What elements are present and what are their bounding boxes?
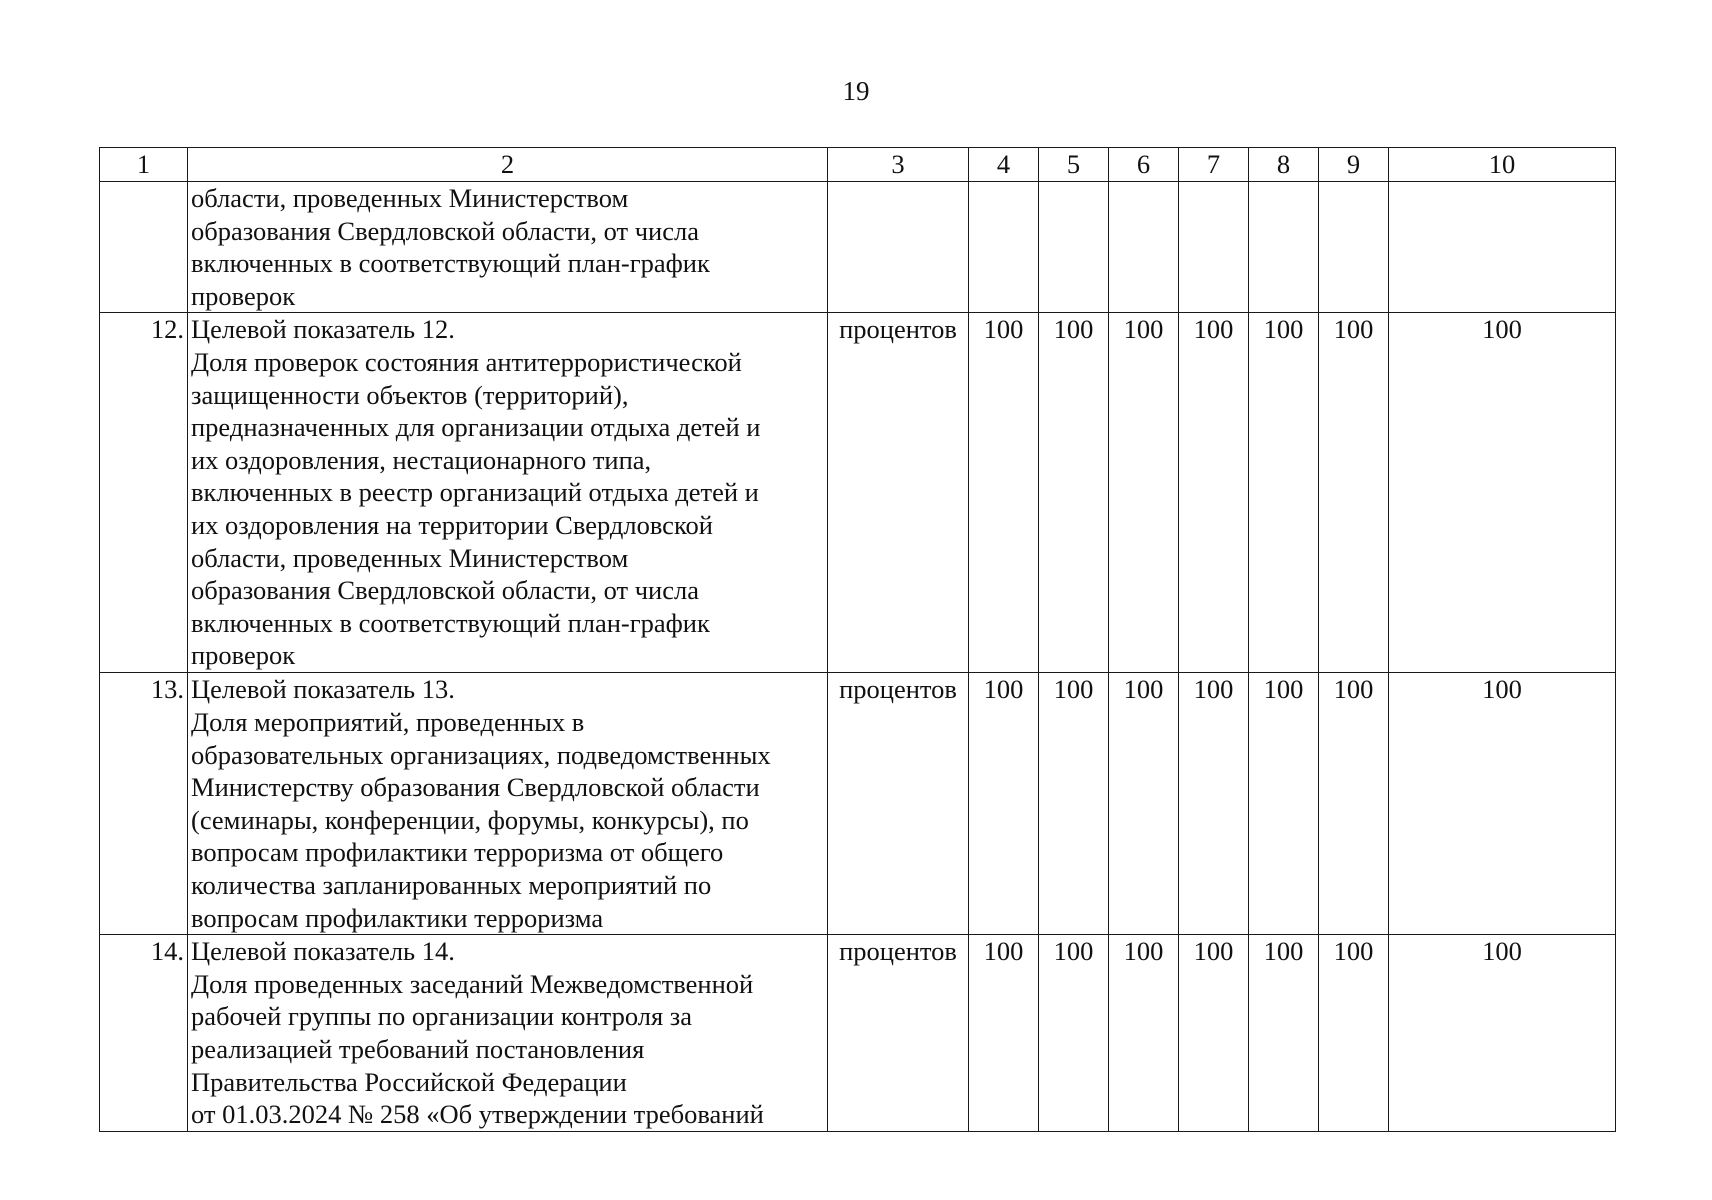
row-value-col10: 100	[1389, 313, 1616, 673]
description-line: предназначенных для организации отдыха детей и	[191, 412, 761, 443]
row-unit: процентов	[828, 935, 969, 1132]
table-row-13	[100, 673, 1616, 935]
row-value-col8	[1249, 182, 1319, 313]
col-header-9: 9	[1319, 148, 1389, 182]
row-value-col4: 100	[969, 673, 1039, 935]
row-description	[188, 935, 828, 1132]
description-line: образовательных организациях, подведомственных	[191, 739, 771, 770]
row-value-col4	[969, 182, 1039, 313]
col-header-6: 6	[1109, 148, 1179, 182]
row-number: 14.	[100, 935, 188, 1132]
description-line: включенных в соответствующий план-график	[191, 248, 710, 279]
description-line: Доля проведенных заседаний Межведомственной	[191, 968, 754, 999]
row-value-col10: 100	[1389, 935, 1616, 1132]
description-line: проверок	[191, 280, 296, 311]
row-value-col7: 100	[1179, 313, 1249, 673]
row-value-col5	[1039, 182, 1109, 313]
row-number: 12.	[100, 313, 188, 673]
description-line: вопросам профилактики терроризма от общего	[191, 837, 724, 868]
row-value-col9: 100	[1319, 313, 1389, 673]
row-unit	[828, 182, 969, 313]
description-line: защищенности объектов (территорий),	[191, 379, 629, 410]
row-unit: процентов	[828, 313, 969, 673]
description-line: включенных в реестр организаций отдыха детей и	[191, 477, 759, 508]
col-header-5: 5	[1039, 148, 1109, 182]
row-value-col9: 100	[1319, 935, 1389, 1132]
row-value-col6	[1109, 182, 1179, 313]
row-value-col5: 100	[1039, 313, 1109, 673]
description-line: вопросам профилактики терроризма	[191, 902, 604, 933]
description-line: области, проведенных Министерством	[191, 542, 629, 573]
row-value-col8: 100	[1249, 313, 1319, 673]
description-line: (семинары, конференции, форумы, конкурсы), по	[191, 804, 749, 835]
description-line: проверок	[191, 640, 296, 671]
col-header-4: 4	[969, 148, 1039, 182]
row-value-col8: 100	[1249, 935, 1319, 1132]
col-header-7: 7	[1179, 148, 1249, 182]
description-line: Доля проверок состояния антитеррористической	[191, 346, 742, 377]
description-line: их оздоровления на территории Свердловской	[191, 509, 713, 540]
description-line: Целевой показатель 13.	[191, 674, 455, 705]
indicators-table	[99, 147, 1616, 1132]
description-line: от 01.03.2024 № 258 «Об утверждении требований	[191, 1099, 764, 1130]
table-row-12	[100, 313, 1616, 673]
page-number: 19	[842, 76, 870, 106]
description-line: количества запланированных мероприятий по	[191, 869, 712, 900]
row-value-col7	[1179, 182, 1249, 313]
row-value-col10: 100	[1389, 673, 1616, 935]
row-value-col6: 100	[1109, 673, 1179, 935]
row-value-col6: 100	[1109, 313, 1179, 673]
row-unit: процентов	[828, 673, 969, 935]
row-value-col4: 100	[969, 313, 1039, 673]
description-line: их оздоровления, нестационарного типа,	[191, 444, 652, 475]
row-value-col7: 100	[1179, 673, 1249, 935]
row-value-col9	[1319, 182, 1389, 313]
description-line: Доля мероприятий, проведенных в	[191, 706, 585, 737]
description-line: рабочей группы по организации контроля за	[191, 1001, 693, 1032]
row-value-col5: 100	[1039, 673, 1109, 935]
row-value-col10	[1389, 182, 1616, 313]
col-header-8: 8	[1249, 148, 1319, 182]
description-line: Министерству образования Свердловской области	[191, 772, 760, 803]
row-description	[188, 182, 828, 313]
col-header-3: 3	[828, 148, 969, 182]
description-line: области, проведенных Министерством	[191, 183, 629, 213]
description-line: реализацией требований постановления	[191, 1033, 645, 1064]
row-value-col9: 100	[1319, 673, 1389, 935]
description-line: образования Свердловской области, от числа	[191, 575, 699, 606]
description-line: Правительства Российской Федерации	[191, 1066, 627, 1097]
row-description	[188, 313, 828, 673]
description-line: образования Свердловской области, от числа	[191, 215, 699, 246]
header-row	[100, 148, 1616, 182]
table-row-14	[100, 935, 1616, 1132]
description-line: Целевой показатель 14.	[191, 936, 455, 967]
description-line: включенных в соответствующий план-график	[191, 607, 710, 638]
row-description	[188, 673, 828, 935]
col-header-1: 1	[100, 148, 188, 182]
table-row-continued	[100, 182, 1616, 313]
row-value-col7: 100	[1179, 935, 1249, 1132]
col-header-10: 10	[1389, 148, 1616, 182]
row-value-col8: 100	[1249, 673, 1319, 935]
row-value-col6: 100	[1109, 935, 1179, 1132]
row-number: 13.	[100, 673, 188, 935]
row-value-col4: 100	[969, 935, 1039, 1132]
row-number	[100, 182, 188, 313]
description-line: Целевой показатель 12.	[191, 314, 455, 345]
col-header-2: 2	[188, 148, 828, 182]
row-value-col5: 100	[1039, 935, 1109, 1132]
